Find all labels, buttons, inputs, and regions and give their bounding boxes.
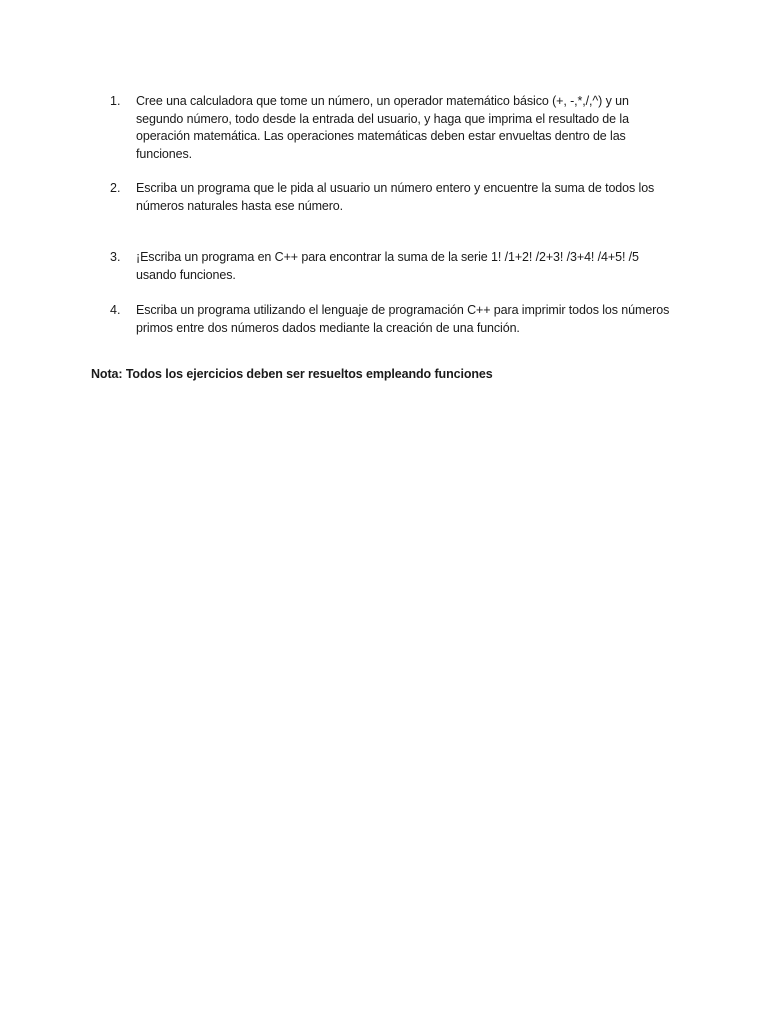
exercise-number: 4. [110,303,121,317]
exercise-text: Escriba un programa utilizando el lenguaje de programación C++ para imprimir todos los números primos entre dos números dados mediante la creación de una función. [136,303,670,335]
note-text: Nota: Todos los ejercicios deben ser resueltos empleando funciones [91,367,493,381]
exercise-text: Escriba un programa que le pida al usuario un número entero y encuentre la suma de todos los números naturales hasta ese número. [136,181,655,213]
exercise-number: 3. [110,250,121,264]
exercise-number: 1. [110,94,121,108]
exercise-text: ¡Escriba un programa en C++ para encontrar la suma de la serie 1! /1+2! /2+3! /3+4! /4+5! /5 usando funciones. [136,250,639,282]
exercise-number: 2. [110,181,121,195]
exercise-text: Cree una calculadora que tome un número, un operador matemático básico (+, -,*,/,^) y un segundo número, todo desde la entrada del usuario, y haga que imprima el resultado de la operación matemática. Las operaciones matemáticas deben estar envueltas dentro de las funciones. [136,94,629,161]
